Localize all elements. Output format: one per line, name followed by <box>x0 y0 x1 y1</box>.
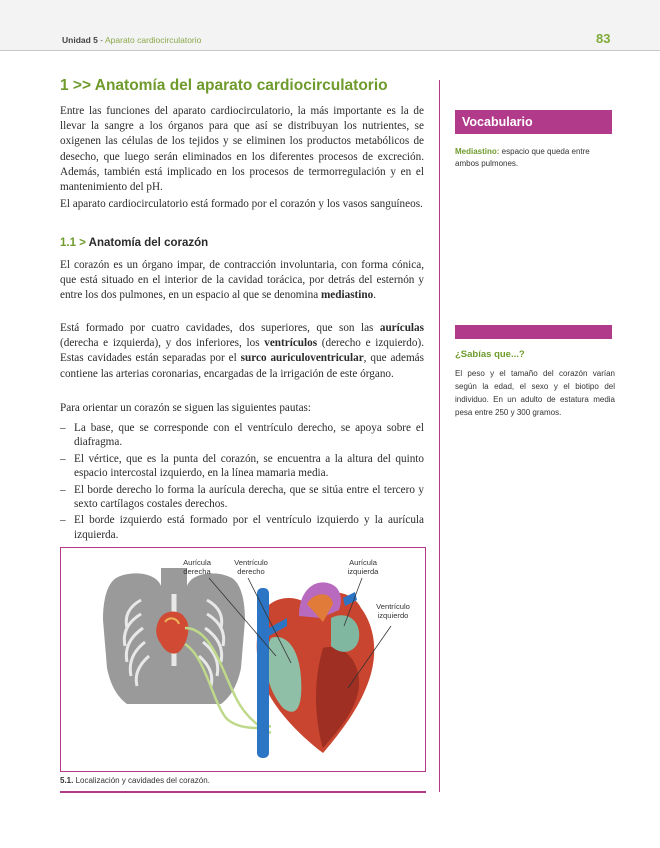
label-ventriculo-izquierdo: Ventrículo izquierdo <box>376 602 410 620</box>
section-title-text: Anatomía del aparato cardiocirculatorio <box>94 77 388 94</box>
list-item-text: La base, que se corresponde con el ventrículo derecho, se apoya sobre el diafragma. <box>74 422 424 449</box>
unit-label: Unidad 5 <box>62 35 98 45</box>
p4-d: , que además contiene las arterias coronarias, encargadas de la irrigación de este órgano. <box>60 352 424 380</box>
label-auricula-izquierda: Aurícula izquierda <box>347 558 379 576</box>
caption-number: 5.1. <box>60 776 74 785</box>
caption-text: Localización y cavidades del corazón. <box>73 776 210 785</box>
paragraph-cavities <box>60 321 424 382</box>
column-divider <box>439 80 440 792</box>
figure-bottom-rule <box>60 791 426 793</box>
intro-paragraph-1: Entre las funciones del aparato cardiocirculatorio, la más importante es la de llevar la sangre a los órganos para que así se distribuyan los nutrientes, se oxigenen las células de los tejidos y se eliminen los productos metabólicos de desecho, que luego serán eliminados en los diferentes procesos de excreción. Además, también está implicado en los procesos de termorregulación y en el mantenimiento del pH. <box>60 105 424 194</box>
section-title <box>60 77 388 95</box>
paragraph-orientation: Para orientar un corazón se siguen las siguientes pautas: <box>60 402 312 414</box>
list-dash: – <box>60 452 66 465</box>
figure-caption <box>60 776 210 785</box>
page-header <box>0 0 660 51</box>
vocab-entry <box>455 146 615 170</box>
label-ventriculo-derecho: Ventrículo derecho <box>234 558 268 576</box>
running-header <box>62 35 201 45</box>
list-item-text: El borde derecho lo forma la aurícula derecha, que se sitúa entre el tercero y sexto cartílagos costales derechos. <box>74 483 424 511</box>
list-dash: – <box>60 483 66 496</box>
list-dash: – <box>60 514 66 527</box>
subsection-number: 1.1 > <box>60 237 89 249</box>
label-auricula-derecha: Aurícula derecha <box>183 558 211 576</box>
list-dash: – <box>60 422 66 434</box>
vocab-term: Mediastino: <box>455 147 500 156</box>
p3-text: El corazón es un órgano impar, de contracción involuntaria, con forma cónica, que está situado en el interior de la cavidad torácica, por detrás del esternón y entre los dos pulmones, en un espacio al que se denomina <box>60 259 424 302</box>
term-ventriculos: ventrículos <box>264 337 318 350</box>
subsection-title-text: Anatomía del corazón <box>88 237 209 249</box>
vena-cava <box>257 588 269 758</box>
paragraph-location <box>60 258 424 304</box>
p4-a: Está formado por cuatro cavidades, dos superiores, que son las <box>60 322 380 334</box>
section-prefix: 1 >> <box>60 77 95 94</box>
p3-end: . <box>373 289 376 302</box>
page-number: 83 <box>596 31 611 46</box>
vocab-definition: espacio que queda entre ambos pulmones. <box>455 147 590 168</box>
list-item <box>60 513 424 542</box>
p4-b: (derecha e izquierda), y dos inferiores, los <box>60 337 265 350</box>
unit-separator: - <box>97 35 105 45</box>
term-surco: surco auriculoventricular <box>240 352 364 365</box>
list-item-text: El vértice, que es la punta del corazón, se encuentra a la altura del quinto espacio intercostal izquierdo, en la línea mamaria media. <box>74 452 424 480</box>
p4-c: (derecho e izquierdo). Estas cavidades están separadas por el <box>60 337 424 365</box>
sabias-text: El peso y el tamaño del corazón varían según la edad, el sexo y el biotipo del individuo. En un adulto de estatura media pesa entre 250 y 300 gramos. <box>455 369 615 417</box>
intro-paragraph-2: El aparato cardiocirculatorio está formado por el corazón y los vasos sanguíneos. <box>60 198 423 210</box>
sabias-title: ¿Sabías que...? <box>455 349 525 360</box>
list-item <box>60 452 424 481</box>
list-item-text: El borde izquierdo está formado por el ventrículo izquierdo y la aurícula izquierda. <box>74 514 424 541</box>
orientation-list <box>60 421 424 544</box>
term-mediastino: mediastino <box>320 289 374 302</box>
unit-subtitle: Aparato cardiocirculatorio <box>105 35 202 45</box>
list-item <box>60 421 424 450</box>
list-item <box>60 483 424 512</box>
subsection-title <box>60 237 208 249</box>
sabias-bar <box>455 325 612 339</box>
heart-figure <box>60 547 426 772</box>
heart-illustration <box>61 548 425 771</box>
term-auriculas: aurículas <box>379 322 424 334</box>
vocab-title: Vocabulario <box>455 110 612 134</box>
